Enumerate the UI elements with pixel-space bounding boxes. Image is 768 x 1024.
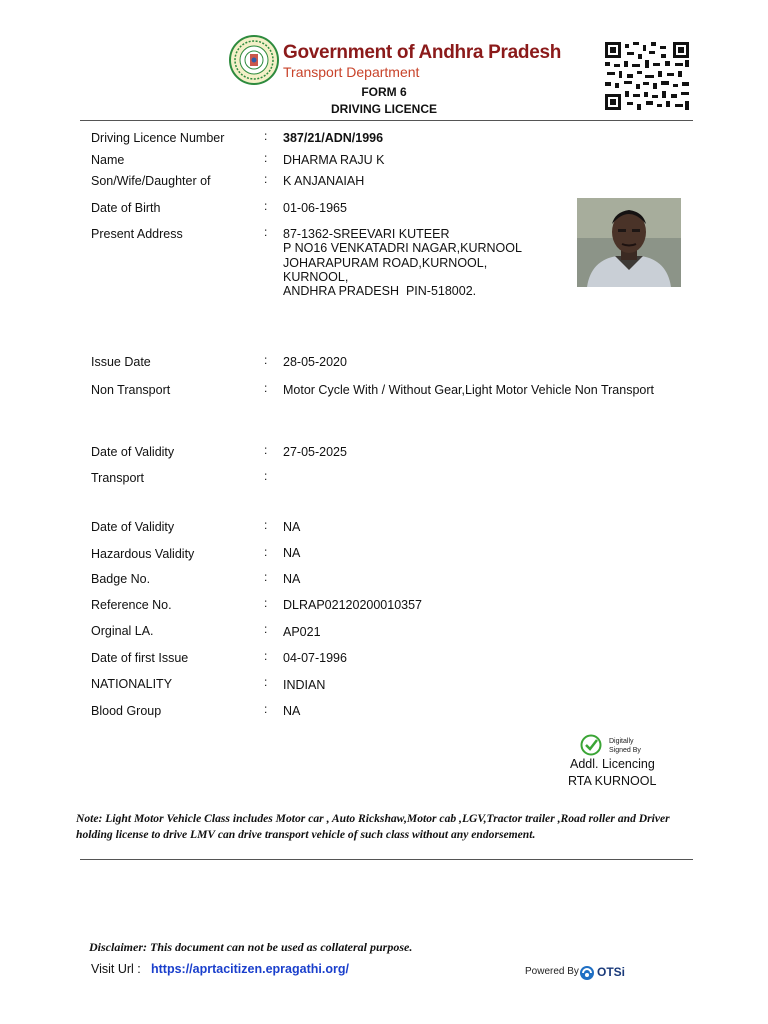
address-line: KURNOOL, [283,269,349,284]
ap-emblem-icon [229,35,279,85]
qr-code-icon [605,42,689,110]
first-issue-value: 04-07-1996 [283,651,347,665]
government-title: Government of Andhra Pradesh [283,42,562,63]
colon: : [264,443,268,457]
name-value: DHARMA RAJU K [283,153,385,167]
first-issue-label: Date of first Issue [91,651,189,665]
colon: : [264,172,268,186]
validity-nt-label: Date of Validity [91,445,175,459]
otsi-logo-icon [579,965,595,981]
address-line: P NO16 VENKATADRI NAGAR,KURNOOL [283,241,522,256]
hazardous-label: Hazardous Validity [91,547,195,561]
orig-la-label: Orginal LA. [91,624,154,638]
department-title: Transport Department [283,64,420,80]
colon: : [264,702,268,716]
holder-photo [577,198,681,287]
relation-label: Son/Wife/Daughter of [91,174,211,188]
colon: : [264,622,268,636]
address-label: Present Address [91,227,183,241]
colon: : [264,545,268,559]
nationality-value: INDIAN [283,678,326,692]
dl-number-value: 387/21/ADN/1996 [283,131,384,145]
visit-url-link[interactable]: https://aprtacitizen.epragathi.org/ [151,962,349,976]
visit-url-label: Visit Url : [91,962,141,976]
badge-value: NA [283,572,301,586]
issue-date-value: 28-05-2020 [283,355,347,369]
lmv-note: Note: Light Motor Vehicle Class includes Motor car , Auto Rickshaw,Motor cab ,LGV,Tractor trailer ,Road roller and Driver holding license to drive LMV can drive transport vehicle of such class without any endorsement. [76,812,670,841]
colon: : [264,151,268,165]
dob-label: Date of Birth [91,201,161,215]
non-transport-value: Motor Cycle With / Without Gear,Light Motor Vehicle Non Transport [283,383,654,397]
signature-stamp-text: Signed By [609,747,641,754]
header-divider [80,120,693,121]
signatory-title: Addl. Licencing [570,757,655,771]
orig-la-value: AP021 [283,625,321,639]
name-label: Name [91,153,125,167]
address-line: ANDHRA PRADESH PIN-518002. [283,284,477,299]
colon: : [264,225,268,239]
form-title: DRIVING LICENCE [330,102,437,116]
signature-stamp-text: Digitally [609,738,634,745]
colon: : [264,570,268,584]
colon: : [264,649,268,663]
dob-value: 01-06-1965 [283,201,347,215]
dl-number-label: Driving Licence Number [91,131,225,145]
address-value [283,227,522,298]
colon: : [264,381,268,395]
colon: : [264,469,268,483]
signatory-office: RTA KURNOOL [568,774,657,788]
colon: : [264,675,268,689]
disclaimer: Disclaimer: This document can not be used as collateral purpose. [89,940,413,954]
address-line: 87-1362-SREEVARI KUTEER [283,227,450,241]
digital-signature-stamp [580,734,650,756]
colon: : [264,129,268,143]
transport-label: Transport [91,471,145,485]
reference-value: DLRAP02120200010357 [283,598,423,612]
validity-nt-value: 27-05-2025 [283,445,347,459]
colon: : [264,596,268,610]
colon: : [264,518,268,532]
blood-group-value: NA [283,704,301,718]
otsi-logo-text: OTSi [597,965,626,979]
address-line: JOHARAPURAM ROAD,KURNOOL, [283,255,488,270]
validity-t-label: Date of Validity [91,520,175,534]
relation-value: K ANJANAIAH [283,174,365,188]
reference-label: Reference No. [91,598,172,612]
form-number: FORM 6 [361,85,407,99]
colon: : [264,199,268,213]
nationality-label: NATIONALITY [91,677,173,691]
issue-date-label: Issue Date [91,355,151,369]
footer-divider [80,859,693,860]
powered-by-label: Powered By [525,966,579,977]
non-transport-label: Non Transport [91,383,171,397]
validity-t-value: NA [283,520,301,534]
hazardous-value: NA [283,546,301,560]
badge-label: Badge No. [91,572,151,586]
blood-group-label: Blood Group [91,704,162,718]
colon: : [264,353,268,367]
